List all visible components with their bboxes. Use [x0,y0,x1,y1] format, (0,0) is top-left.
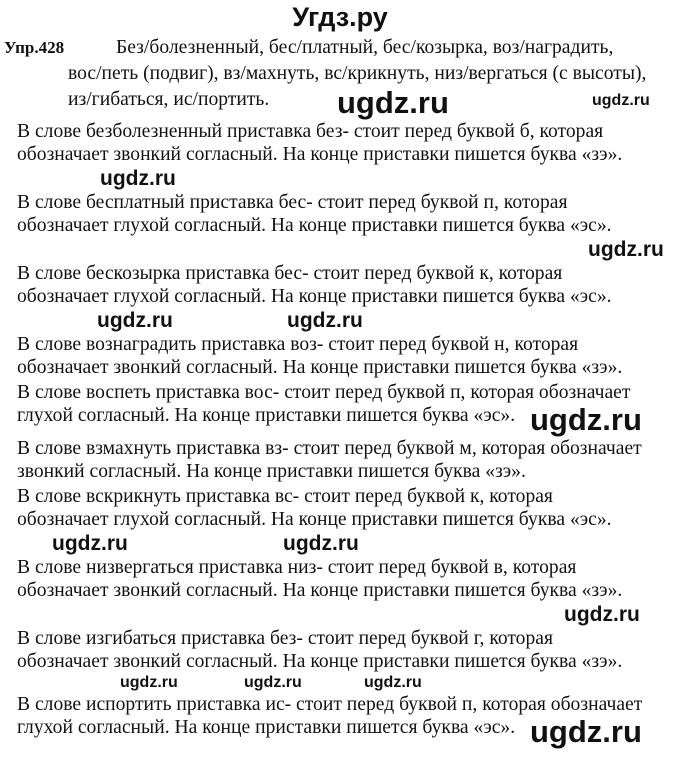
watermark: ugdz.ru [530,402,642,437]
task-line: Без/болезненный, бес/платный, бес/козырка, воз/наградить, [116,37,614,58]
paragraph-line: звонкий согласный. На конце приставки пишется буква «зэ». [17,461,526,482]
watermark: ugdz.ru [337,85,449,120]
watermark: ugdz.ru [244,674,302,691]
paragraph-line: В слове вскрикнуть приставка вс- стоит перед буквой к, которая [17,486,553,507]
paragraph-line: В слове испортить приставка ис- стоит перед буквой п, которая обозначает [17,694,643,715]
paragraph-line: обозначает звонкий согласный. На конце приставки пишется буква «зэ». [17,580,623,601]
paragraph-line: обозначает звонкий согласный. На конце приставки пишется буква «зэ». [17,357,623,378]
watermark: ugdz.ru [283,532,359,555]
paragraph-line: В слове взмахнуть приставка вз- стоит перед буквой м, которая обозначает [17,438,642,459]
paragraph-line: В слове бескозырка приставка бес- стоит перед буквой к, которая [17,263,563,284]
paragraph-line: обозначает звонкий согласный. На конце приставки пишется буква «зэ». [17,651,623,672]
watermark: ugdz.ru [592,92,650,109]
paragraph-line: глухой согласный. На конце приставки пишется буква «эс». [17,717,516,738]
watermark: ugdz.ru [100,167,176,190]
task-line: из/гибаться, ис/портить. [68,89,270,110]
watermark: ugdz.ru [97,309,173,332]
site-title: Угдз.ру [292,2,388,32]
task-line: вос/петь (подвиг), вз/махнуть, вс/крикнуть, низ/вергаться (с высоты), [68,63,647,84]
paragraph-line: В слове воспеть приставка вос- стоит перед буквой п, которая обозначает [17,382,631,403]
watermark: ugdz.ru [530,714,642,749]
watermark: ugdz.ru [287,309,363,332]
paragraph-line: обозначает глухой согласный. На конце приставки пишется буква «эс». [17,509,612,530]
watermark: ugdz.ru [120,674,178,691]
paragraph-line: В слове бесплатный приставка бес- стоит перед буквой п, которая [17,192,568,213]
paragraph-line: В слове безболезненный приставка без- стоит перед буквой б, которая [17,121,604,142]
watermark: ugdz.ru [364,674,422,691]
watermark: ugdz.ru [52,532,128,555]
paragraph-line: обозначает звонкий согласный. На конце приставки пишется буква «зэ». [17,144,623,165]
paragraph-line: обозначает глухой согласный. На конце приставки пишется буква «эс». [17,215,612,236]
exercise-number: Упр.428 [4,38,65,57]
paragraph-line: В слове вознаградить приставка воз- стоит перед буквой н, которая [17,334,579,355]
paragraph-line: глухой согласный. На конце приставки пишется буква «эс». [17,405,516,426]
paragraph-line: В слове изгибаться приставка без- стоит перед буквой г, которая [17,628,553,649]
watermark: ugdz.ru [588,238,664,261]
watermark: ugdz.ru [564,603,640,626]
paragraph-line: В слове низвергаться приставка низ- стоит перед буквой в, которая [17,557,577,578]
paragraph-line: обозначает глухой согласный. На конце приставки пишется буква «эс». [17,286,612,307]
